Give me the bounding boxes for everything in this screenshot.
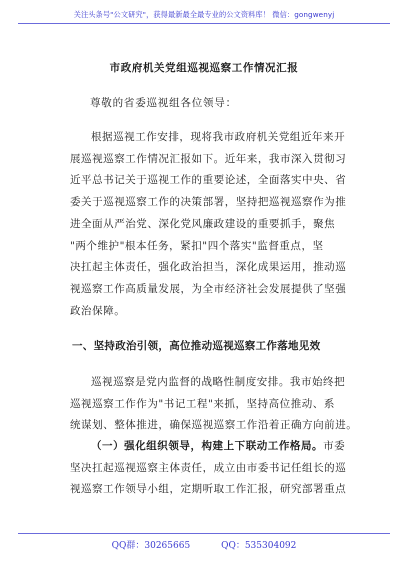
text-fragment: 市委 [323, 440, 346, 452]
text-line: 根据巡视工作安排，现将我市政府机关党组近年来开 [91, 131, 346, 143]
section1-paragraph [70, 372, 370, 437]
footer-qq-group: QQ群：30265665 [111, 541, 191, 551]
salutation: 尊敬的省委巡视组各位领导： [90, 97, 237, 109]
text-line: 近平总书记关于巡视工作的重要论述，全面落实中央、省 [70, 174, 347, 187]
subsection1-paragraph [70, 436, 370, 501]
text-line: 展巡视巡察工作情况汇报如下。近年来，我市深入贯彻习 [70, 152, 347, 165]
header-divider [18, 23, 390, 24]
text-line: 视巡察工作领导小组，定期听取工作汇报，研究部署重点 [70, 483, 347, 496]
section-heading: 一、坚持政治引领，高位推动巡视巡察工作落地见效 [72, 340, 321, 352]
text-line: 巡视巡察工作作为"书记工程"来抓，坚持高位推动、系 [70, 397, 335, 410]
text-line: "两个维护"根本任务，紧扣"四个落实"监督重点，坚 [70, 239, 324, 252]
header-banner: 关注头条号"公文研究"，获得最新最全最专业的公文资料库！ 微信：gongwenyj [73, 10, 335, 19]
footer-qq: QQ：535304092 [221, 541, 297, 551]
text-line: 进全面从严治党、深化党风廉政建设的重要抓手，聚焦 [70, 217, 336, 230]
text-line: 巡视巡察是党内监督的战略性制度安排。我市始终把 [91, 376, 346, 388]
text-line: 委关于巡视巡察工作的决策部署，坚持把巡视巡察作为推 [70, 196, 347, 209]
subsection-heading: （一）强化组织领导，构建上下联动工作格局。 [91, 440, 324, 452]
text-line: 决扛起主体责任，强化政治担当，深化成果运用，推动巡 [70, 261, 347, 274]
text-line: 统谋划、整体推进，确保巡视巡察工作沿着正确方向前进。 [70, 419, 358, 432]
text-line: 政治保障。 [70, 304, 126, 317]
text-line [70, 436, 370, 458]
document-title: 市政府机关党组巡视巡察工作情况汇报 [109, 62, 299, 74]
footer-divider [18, 533, 390, 534]
text-line: 视巡察工作高质量发展，为全市经济社会发展提供了坚强 [70, 282, 347, 295]
footer [0, 538, 408, 551]
text-line: 坚决扛起巡视巡察主体责任，成立由市委书记任组长的巡 [70, 461, 347, 474]
intro-paragraph [70, 127, 370, 322]
